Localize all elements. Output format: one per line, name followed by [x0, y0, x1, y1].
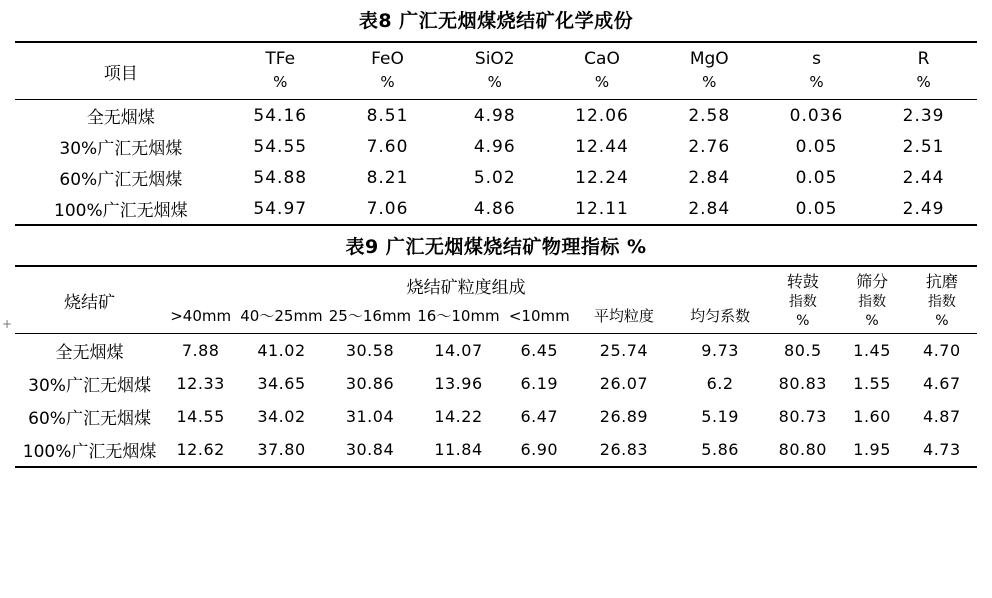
table-row: [15, 100, 977, 132]
table9-cell-3-9: 4.73: [907, 433, 977, 467]
table8-row-label-0: 全无烟煤: [15, 100, 227, 132]
table-row: [15, 162, 977, 193]
table9-cell-0-4: 6.45: [503, 333, 576, 367]
table-row: [15, 433, 977, 467]
table8-cell-2-3: 12.24: [575, 167, 629, 188]
table8-col-header-mgo: [656, 42, 763, 100]
table9-cell-1-6: 6.2: [706, 373, 734, 393]
table9-col-header-size-25-16: 25～16mm: [328, 307, 412, 326]
table8-cell-1-3: 12.44: [575, 136, 629, 157]
table-row: [15, 333, 977, 367]
table8-row-label-1: 30%广汇无烟煤: [59, 139, 183, 160]
table8-cell-0-3: 12.06: [548, 100, 655, 132]
table8-cell-2-1: 8.21: [366, 167, 409, 188]
table9-cell-0-8: 1.45: [837, 333, 906, 367]
table9-cell-0-5: 25.74: [576, 333, 672, 367]
table8-cell-3-5: 0.05: [763, 193, 870, 225]
table8-cell-3-2: 4.86: [441, 193, 548, 225]
table8-cell-1-5: 0.05: [795, 136, 838, 157]
table9-col-header-drum-index-line1: 转鼓: [786, 272, 819, 292]
table8-col-unit-tfe: %: [273, 72, 288, 91]
table9-cell-1-0: 12.33: [176, 373, 225, 393]
table9-cell-1-9: 4.67: [923, 373, 961, 393]
table8-row-label-2: 60%广汇无烟煤: [59, 170, 183, 191]
table-row: [15, 131, 977, 162]
table9-col-header-mean-size: 平均粒度: [593, 307, 654, 326]
table9-col-header-uniformity: 均匀系数: [690, 307, 751, 326]
table8-col-header-s: [763, 42, 870, 100]
table9-block: [15, 226, 977, 467]
table9-cell-2-8: 1.60: [853, 406, 891, 426]
table8-cell-3-4: 2.84: [656, 193, 763, 225]
table8-cell-1-0: 54.55: [253, 136, 308, 157]
table9-cell-2-1: 34.02: [257, 406, 306, 426]
table-row: [15, 193, 977, 225]
table8-col-unit-r: %: [916, 72, 931, 91]
table9-cell-1-5: 26.07: [599, 373, 649, 393]
table8-col-unit-cao: %: [594, 72, 610, 91]
table9-cell-2-7: 80.73: [778, 406, 827, 426]
table9-row-header-label: 烧结矿: [15, 266, 164, 333]
table8-col-header-r: [870, 42, 977, 100]
table8-col-name-tfe: TFe: [265, 49, 296, 69]
table8-col-name-s: s: [812, 49, 821, 69]
table8-col-name-cao: CaO: [584, 49, 620, 69]
page-crop-mark: +: [2, 317, 13, 331]
table9-col-header-size-40-25: 40～25mm: [240, 307, 323, 326]
table9-col-header-drum-index-line2: 指数: [788, 293, 817, 310]
table9-cell-3-5: 26.83: [576, 433, 672, 467]
table9-cell-0-9: 4.70: [907, 333, 977, 367]
table9-cell-3-1: 37.80: [237, 433, 326, 467]
table8-cell-2-2: 5.02: [473, 167, 516, 188]
table8-cell-3-6: 2.49: [870, 193, 977, 225]
table9-group-header-row: [15, 266, 977, 301]
table8-col-header-feo: [334, 42, 441, 100]
table9-col-header-abrasion-index-line2: 指数: [927, 293, 956, 310]
table9-cell-3-6: 5.86: [672, 433, 768, 467]
table8-col-header-tfe: [227, 42, 334, 100]
table9-cell-2-2: 31.04: [345, 406, 395, 426]
table9-col-header-drum-index: [768, 266, 837, 333]
table8-cell-2-0: 54.88: [253, 167, 308, 188]
table9-col-header-abrasion-index: [907, 266, 977, 333]
table9-cell-1-4: 6.19: [520, 373, 559, 393]
table9-cell-0-7: 80.5: [768, 333, 837, 367]
table8-col-unit-feo: %: [380, 72, 395, 91]
table9-cell-1-2: 30.86: [345, 373, 395, 393]
table9-cell-3-2: 30.84: [326, 433, 415, 467]
table9-cell-0-1: 41.02: [237, 333, 326, 367]
table9-cell-1-1: 34.65: [257, 373, 306, 393]
table8-cell-0-4: 2.58: [656, 100, 763, 132]
table9: [15, 265, 977, 467]
table8-col-header-sio2: [441, 42, 548, 100]
table9-row-label-0: 全无烟煤: [15, 333, 164, 367]
table8-cell-2-4: 2.84: [688, 167, 731, 188]
table9-cell-0-2: 30.58: [326, 333, 415, 367]
table9-row-label-1: 30%广汇无烟煤: [28, 375, 151, 396]
table9-col-header-abrasion-index-unit: %: [935, 312, 949, 329]
table8-col-name-sio2: SiO2: [474, 49, 515, 69]
table8-cell-2-5: 0.05: [795, 167, 838, 188]
table8-col-name-mgo: MgO: [689, 49, 729, 69]
table8-cell-0-2: 4.98: [441, 100, 548, 132]
table9-cell-0-3: 14.07: [414, 333, 503, 367]
table9-cell-1-7: 80.83: [778, 373, 827, 393]
table9-caption: 表9 广汇无烟煤烧结矿物理指标 %: [345, 236, 647, 259]
table8-cell-1-6: 2.51: [902, 136, 945, 157]
table8-cell-1-1: 7.60: [366, 136, 409, 157]
table8-cell-1-2: 4.96: [473, 136, 516, 157]
table9-cell-3-7: 80.80: [768, 433, 837, 467]
table8-cell-0-6: 2.39: [870, 100, 977, 132]
table9-row-label-3: 100%广汇无烟煤: [15, 433, 164, 467]
table8-cell-0-5: 0.036: [763, 100, 870, 132]
table8-col-unit-mgo: %: [702, 72, 717, 91]
table9-col-header-abrasion-index-line1: 抗磨: [925, 272, 958, 292]
table8-cell-0-1: 8.51: [334, 100, 441, 132]
table9-col-header-drum-index-unit: %: [796, 312, 810, 329]
table9-cell-3-3: 11.84: [414, 433, 503, 467]
table9-group-header-size: 烧结矿粒度组成: [164, 266, 768, 301]
table8-row-label-3: 100%广汇无烟煤: [15, 193, 227, 225]
table8-col-unit-s: %: [809, 72, 824, 91]
table8-header-row: [15, 42, 977, 100]
table8-cell-3-3: 12.11: [548, 193, 655, 225]
table9-col-header-screen-index-unit: %: [865, 312, 879, 329]
table8-caption: 表8 广汇无烟煤烧结矿化学成份: [358, 10, 634, 32]
table9-cell-0-6: 9.73: [672, 333, 768, 367]
table8-cell-2-6: 2.44: [902, 167, 945, 188]
table9-col-header-size-lt10: <10mm: [508, 306, 570, 325]
table-row: [15, 400, 977, 433]
table9-cell-2-6: 5.19: [701, 406, 739, 426]
table8: [15, 41, 977, 226]
table9-cell-2-5: 26.89: [599, 406, 649, 426]
table9-cell-0-0: 7.88: [164, 333, 237, 367]
table8-col-unit-sio2: %: [487, 72, 502, 91]
table9-cell-2-3: 14.22: [434, 406, 483, 426]
table9-cell-2-9: 4.87: [923, 406, 961, 426]
table9-col-header-screen-index: [837, 266, 906, 333]
table8-col-header-cao: [548, 42, 655, 100]
table9-col-header-screen-index-line1: 筛分: [856, 272, 889, 292]
table9-col-header-size-gt40: >40mm: [170, 306, 232, 325]
table9-cell-2-0: 14.55: [176, 406, 225, 426]
table8-cell-0-0: 54.16: [227, 100, 334, 132]
table9-cell-1-3: 13.96: [434, 373, 483, 393]
table8-block: [15, 0, 977, 226]
table8-col-name-feo: FeO: [371, 49, 404, 69]
table8-col-name-r: R: [917, 49, 930, 69]
table8-cell-1-4: 2.76: [688, 136, 731, 157]
table9-row-label-2: 60%广汇无烟煤: [28, 408, 151, 429]
table9-cell-3-8: 1.95: [837, 433, 906, 467]
table9-cell-3-0: 12.62: [164, 433, 237, 467]
table9-col-header-size-16-10: 16～10mm: [417, 307, 500, 326]
table9-cell-2-4: 6.47: [520, 406, 559, 426]
table-row: [15, 367, 977, 400]
table8-cell-3-1: 7.06: [334, 193, 441, 225]
table8-cell-3-0: 54.97: [227, 193, 334, 225]
table9-col-header-screen-index-line2: 指数: [858, 293, 887, 310]
table8-row-header-label: 项目: [15, 42, 227, 100]
table9-cell-1-8: 1.55: [853, 373, 891, 393]
table9-cell-3-4: 6.90: [503, 433, 576, 467]
